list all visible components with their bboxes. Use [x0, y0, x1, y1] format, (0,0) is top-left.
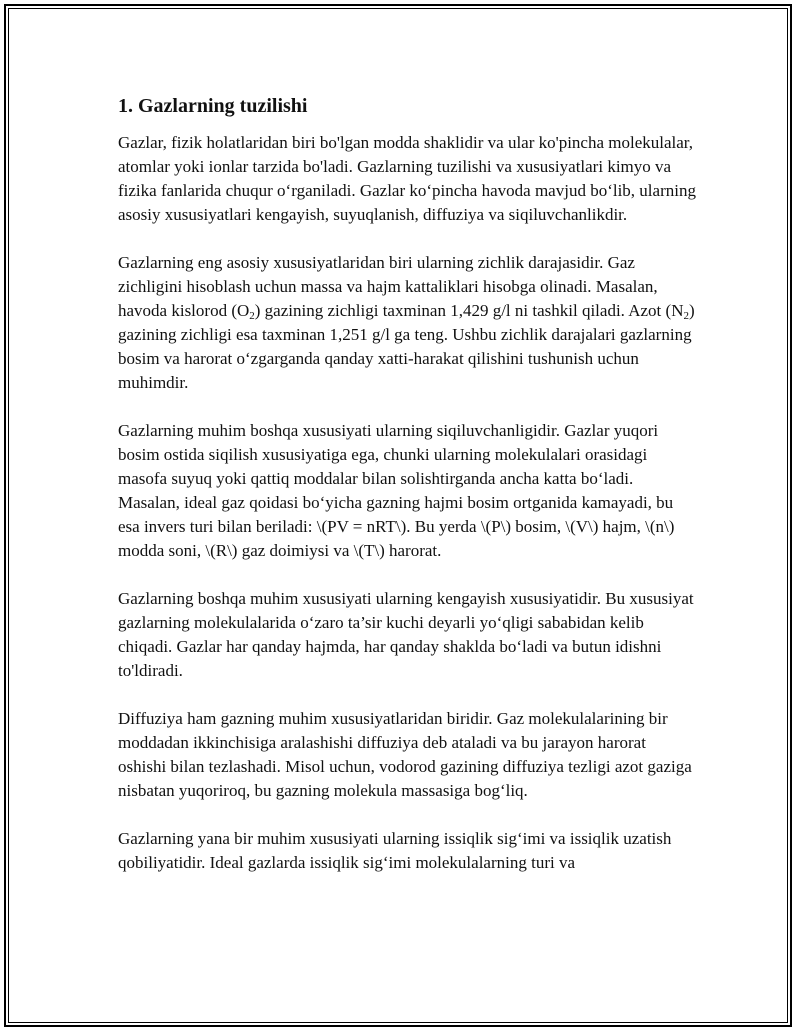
document-body: [118, 93, 698, 899]
paragraph-2-part-b: ) gazining zichligi taxminan 1,429 g/l ni tashkil qiladi. Azot (N: [254, 301, 684, 320]
paragraph-6: Gazlarning yana bir muhim xususiyati ularning issiqlik sig‘imi va issiqlik uzatish qobiliyatidir. Ideal gazlarda issiqlik sig‘imi molekulalarning turi va: [118, 829, 672, 872]
paragraph-3: Gazlarning muhim boshqa xususiyati ularning siqiluvchanligidir. Gazlar yuqori bosim ostida siqilish xususiyatiga ega, chunki ularning molekulalari orasidagi masofa suyuq yoki qattiq moddalar bilan solishtirganda ancha katta bo‘ladi. Masalan, ideal gaz qoidasi bo‘yicha gazning hajmi bosim ortganida kamayadi, bu esa invers turi bilan beriladi: \(PV = nRT\). Bu yerda \(P\) bosim, \(V\) hajm, \(n\) modda soni, \(R\) gaz doimiysi va \(T\) harorat.: [118, 421, 675, 560]
paragraph-2: [118, 251, 698, 395]
paragraph-5: Diffuziya ham gazning muhim xususiyatlaridan biridir. Gaz molekulalarining bir moddadan ikkinchisiga aralashishi diffuziya deb ataladi va bu jarayon harorat oshishi bilan tezlashadi. Misol uchun, vodorod gazining diffuziya tezligi azot gaziga nisbatan yuqoriroq, bu gazning molekula massasiga bog‘liq.: [118, 709, 692, 800]
section-heading: 1. Gazlarning tuzilishi: [118, 95, 308, 117]
paragraph-4: Gazlarning boshqa muhim xususiyati ularning kengayish xususiyatidir. Bu xususiyat gazlarning molekulalarida o‘zaro ta’sir kuchi deyarli yo‘qligi sababidan kelib chiqadi. Gazlar har qanday hajmda, har qanday shaklda bo‘ladi va butun idishni to'ldiradi.: [118, 589, 694, 680]
paragraph-1: Gazlar, fizik holatlaridan biri bo'lgan modda shaklidir va ular ko'pincha molekulalar, atomlar yoki ionlar tarzida bo'ladi. Gazlarning tuzilishi va xususiyatlari kimyo va fizika fanlarida chuqur o‘rganiladi. Gazlar ko‘pincha havoda mavjud bo‘lib, ularning asosiy xususiyatlari kengayish, suyuqlanish, diffuziya va siqiluvchanlikdir.: [118, 133, 696, 224]
oxygen-subscript: 2: [249, 310, 255, 322]
paragraph-2-part-c: ) gazining zichligi esa taxminan 1,251 g/l ga teng. Ushbu zichlik darajalari gazlarning bosim va harorat o‘zgarganda qanday xatti-harakat qilishini tushunish uchun muhimdir.: [118, 301, 695, 392]
nitrogen-subscript: 2: [683, 310, 689, 322]
paragraph-2-part-a: Gazlarning eng asosiy xususiyatlaridan biri ularning zichlik darajasidir. Gaz zichligini hisoblash uchun massa va hajm kattaliklari hisobga olinadi. Masalan, havoda kislorod (O: [118, 253, 658, 320]
